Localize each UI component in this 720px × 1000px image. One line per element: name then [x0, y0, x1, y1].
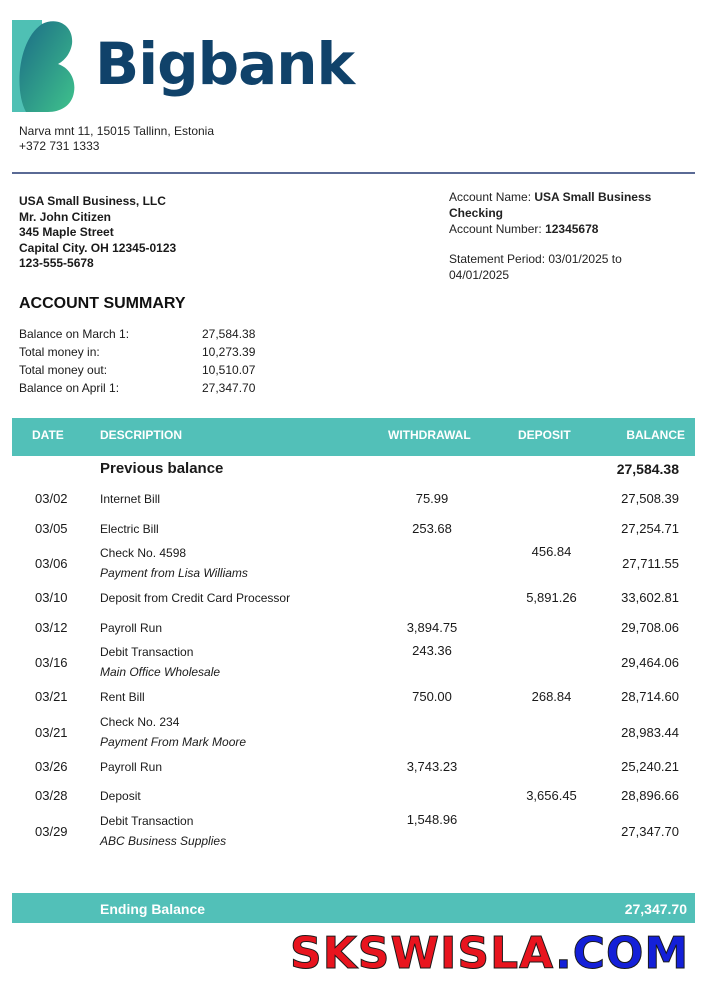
client-city: Capital City. OH 12345-0123 — [19, 240, 177, 255]
table-row — [12, 614, 695, 644]
previous-balance-value: 27,584.38 — [616, 461, 679, 477]
header-divider — [12, 172, 695, 174]
row-balance: 29,464.06 — [621, 655, 679, 670]
client-street: 345 Maple Street — [19, 225, 114, 239]
transactions-table — [12, 418, 695, 852]
bank-address: Narva mnt 11, 15015 Tallinn, Estonia — [19, 124, 215, 138]
row-deposit: 5,891.26 — [526, 590, 577, 605]
row-balance: 28,714.60 — [621, 689, 679, 704]
bank-name: Bigbank — [95, 30, 355, 98]
header-deposit: DEPOSIT — [518, 428, 571, 442]
table-row — [12, 683, 695, 713]
row-sub-description: Payment from Lisa Williams — [100, 566, 248, 580]
watermark-domain: .COM — [554, 928, 690, 979]
statement-period-end: 04/01/2025 — [449, 268, 510, 282]
row-description: Deposit — [100, 789, 141, 803]
account-summary-title: ACCOUNT SUMMARY — [19, 295, 186, 312]
summary-value: 10,510.07 — [202, 363, 256, 377]
client-contact: Mr. John Citizen — [19, 209, 112, 224]
row-balance: 27,347.70 — [621, 823, 679, 839]
row-description: Check No. 4598 — [100, 546, 187, 560]
row-balance: 33,602.81 — [621, 590, 679, 605]
row-balance: 27,254.71 — [621, 520, 679, 536]
ending-balance-label: Ending Balance — [100, 901, 206, 917]
row-withdrawal: 3,743.23 — [406, 758, 458, 774]
summary-row — [19, 325, 255, 343]
row-withdrawal: 253.68 — [412, 520, 452, 536]
row-date: 03/05 — [35, 520, 68, 536]
summary-label: Balance on April 1: — [19, 381, 120, 395]
table-row — [12, 812, 695, 852]
row-balance: 28,896.66 — [621, 788, 679, 803]
summary-value: 10,273.39 — [202, 345, 256, 359]
ending-balance-row — [12, 893, 695, 923]
row-balance: 27,711.55 — [622, 556, 679, 571]
summary-value: 27,584.38 — [202, 327, 256, 341]
row-date: 03/29 — [35, 823, 68, 839]
account-number-value: 12345678 — [545, 222, 599, 236]
row-date: 03/26 — [35, 758, 68, 774]
row-deposit: 268.84 — [531, 689, 572, 704]
table-row — [12, 485, 695, 515]
row-balance: 27,508.39 — [621, 491, 679, 506]
row-balance: 29,708.06 — [621, 619, 679, 635]
row-balance: 28,983.44 — [621, 724, 679, 740]
client-block — [19, 194, 176, 272]
client-phone: 123-555-5678 — [19, 256, 94, 270]
row-withdrawal: 3,894.75 — [406, 619, 458, 635]
account-number-label: Account Number: — [449, 222, 542, 236]
previous-balance-label: Previous balance — [100, 460, 224, 477]
table-row — [12, 713, 695, 753]
account-name-value-cont: Checking — [449, 206, 504, 220]
row-description: Payroll Run — [100, 759, 163, 774]
previous-balance-row — [12, 456, 695, 485]
bigbank-logo-icon — [12, 20, 76, 112]
bank-contact — [19, 124, 214, 154]
row-description: Payroll Run — [100, 620, 163, 635]
table-row — [12, 544, 695, 584]
row-withdrawal: 750.00 — [412, 689, 452, 704]
watermark-text: SKSWISLA — [290, 928, 555, 979]
row-withdrawal: 1,548.96 — [406, 811, 458, 827]
row-date: 03/10 — [35, 590, 68, 605]
row-withdrawal: 243.36 — [412, 643, 452, 658]
row-description: Internet Bill — [100, 492, 161, 506]
table-header — [12, 418, 695, 456]
client-company: USA Small Business, LLC — [19, 194, 166, 208]
row-date: 03/28 — [35, 788, 68, 803]
bank-phone: +372 731 1333 — [19, 139, 100, 153]
account-info — [449, 189, 689, 283]
row-sub-description: Payment From Mark Moore — [100, 734, 247, 749]
table-row — [12, 515, 695, 545]
row-deposit: 456.84 — [531, 544, 572, 559]
row-description: Deposit from Credit Card Processor — [100, 591, 291, 605]
header-description: DESCRIPTION — [100, 428, 183, 442]
row-date: 03/16 — [35, 655, 68, 670]
row-date: 03/12 — [35, 619, 68, 635]
row-description: Debit Transaction — [100, 813, 194, 828]
statement-period: Statement Period: 03/01/2025 to — [449, 252, 622, 266]
row-date: 03/06 — [35, 556, 68, 571]
summary-label: Total money out: — [19, 363, 108, 377]
account-name-value: USA Small Business — [534, 190, 652, 204]
summary-row — [19, 343, 255, 361]
summary-row — [19, 379, 255, 397]
row-description: Debit Transaction — [100, 645, 194, 659]
row-description: Check No. 234 — [100, 714, 180, 729]
summary-label: Balance on March 1: — [19, 327, 130, 341]
table-row — [12, 643, 695, 683]
account-summary — [19, 325, 255, 397]
summary-row — [19, 361, 255, 379]
row-withdrawal: 75.99 — [415, 491, 449, 506]
account-name-label: Account Name: — [449, 190, 532, 204]
ending-balance-value: 27,347.70 — [624, 901, 687, 917]
row-date: 03/21 — [35, 689, 68, 704]
row-description: Rent Bill — [100, 690, 145, 704]
row-description: Electric Bill — [100, 521, 159, 536]
table-row — [12, 584, 695, 614]
summary-label: Total money in: — [19, 345, 100, 359]
row-sub-description: Main Office Wholesale — [100, 665, 221, 679]
header-date: DATE — [32, 428, 64, 442]
row-deposit: 3,656.45 — [526, 788, 577, 803]
watermark — [290, 928, 689, 980]
row-balance: 25,240.21 — [621, 758, 679, 774]
summary-value: 27,347.70 — [202, 381, 256, 395]
table-row — [12, 753, 695, 783]
row-date: 03/21 — [35, 724, 68, 740]
header-withdrawal: WITHDRAWAL — [388, 428, 471, 442]
header-balance: BALANCE — [626, 428, 685, 442]
table-row — [12, 782, 695, 812]
row-sub-description: ABC Business Supplies — [100, 833, 227, 848]
row-date: 03/02 — [35, 491, 68, 506]
